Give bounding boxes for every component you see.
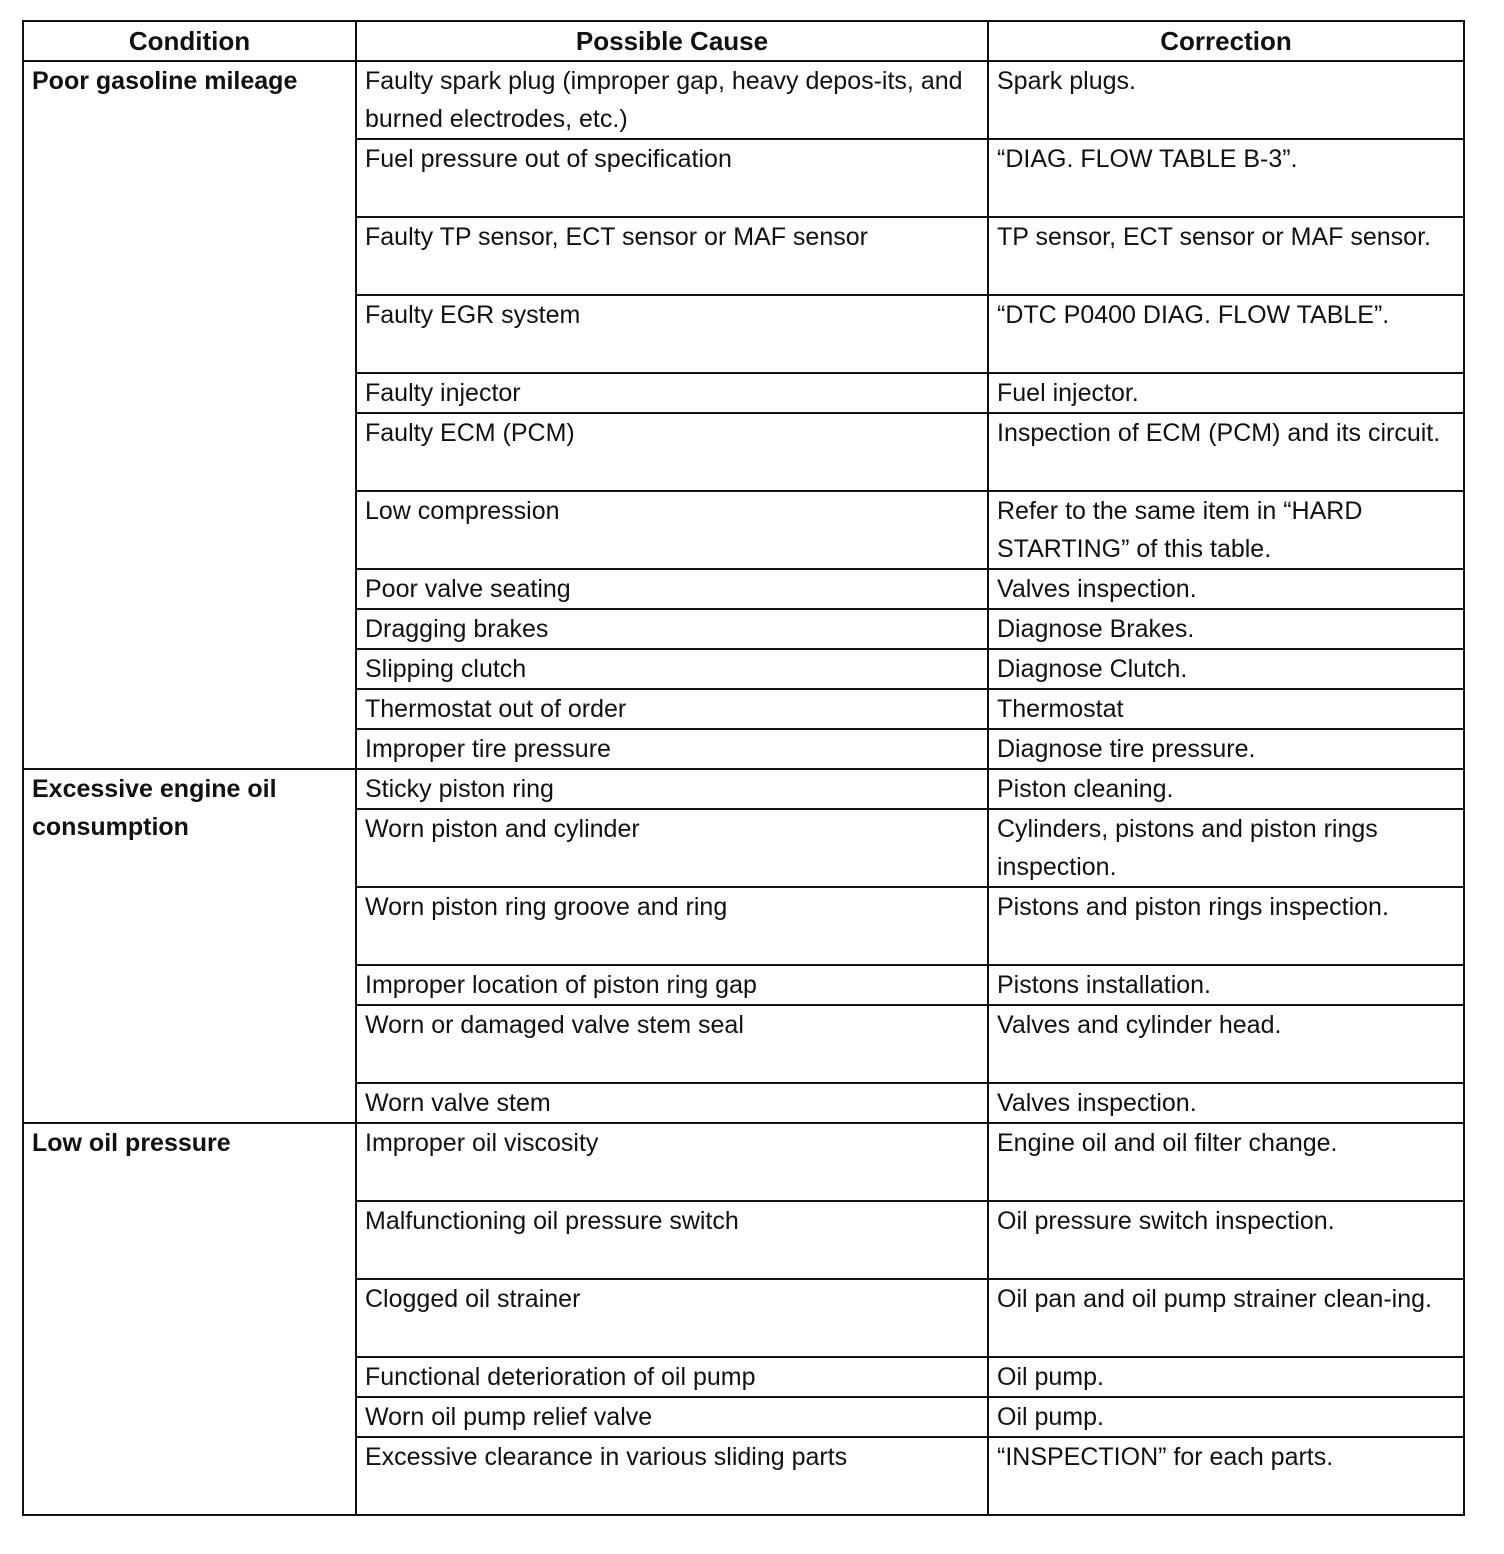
condition-cell: Excessive engine oil consumption <box>23 769 356 1123</box>
correction-cell: “INSPECTION” for each parts. <box>988 1437 1464 1515</box>
cause-cell: Functional deterioration of oil pump <box>356 1357 988 1397</box>
correction-cell: Thermostat <box>988 689 1464 729</box>
cause-cell: Improper oil viscosity <box>356 1123 988 1201</box>
correction-cell: Diagnose Clutch. <box>988 649 1464 689</box>
cause-cell: Improper tire pressure <box>356 729 988 769</box>
correction-cell: “DIAG. FLOW TABLE B-3”. <box>988 139 1464 217</box>
correction-cell: Pistons installation. <box>988 965 1464 1005</box>
cause-cell: Improper location of piston ring gap <box>356 965 988 1005</box>
correction-cell: Oil pressure switch inspection. <box>988 1201 1464 1279</box>
cause-cell: Faulty ECM (PCM) <box>356 413 988 491</box>
correction-cell: Oil pump. <box>988 1357 1464 1397</box>
cause-cell: Faulty TP sensor, ECT sensor or MAF sensor <box>356 217 988 295</box>
correction-cell: Cylinders, pistons and piston rings inspection. <box>988 809 1464 887</box>
correction-cell: Engine oil and oil filter change. <box>988 1123 1464 1201</box>
cause-cell: Fuel pressure out of specification <box>356 139 988 217</box>
correction-cell: Spark plugs. <box>988 61 1464 139</box>
correction-cell: Diagnose tire pressure. <box>988 729 1464 769</box>
correction-cell: Valves and cylinder head. <box>988 1005 1464 1083</box>
correction-cell: Oil pump. <box>988 1397 1464 1437</box>
correction-cell: Oil pan and oil pump strainer clean-ing. <box>988 1279 1464 1357</box>
table-row <box>23 769 1464 809</box>
header-condition: Condition <box>23 21 356 61</box>
condition-cell: Poor gasoline mileage <box>23 61 356 769</box>
correction-cell: Valves inspection. <box>988 569 1464 609</box>
cause-cell: Worn oil pump relief valve <box>356 1397 988 1437</box>
table-row <box>23 61 1464 139</box>
cause-cell: Poor valve seating <box>356 569 988 609</box>
correction-cell: Diagnose Brakes. <box>988 609 1464 649</box>
correction-cell: TP sensor, ECT sensor or MAF sensor. <box>988 217 1464 295</box>
cause-cell: Faulty EGR system <box>356 295 988 373</box>
correction-cell: Refer to the same item in “HARD STARTING” of this table. <box>988 491 1464 569</box>
cause-cell: Thermostat out of order <box>356 689 988 729</box>
cause-cell: Worn valve stem <box>356 1083 988 1123</box>
cause-cell: Worn piston ring groove and ring <box>356 887 988 965</box>
header-possible-cause: Possible Cause <box>356 21 988 61</box>
cause-cell: Worn piston and cylinder <box>356 809 988 887</box>
header-correction: Correction <box>988 21 1464 61</box>
cause-cell: Clogged oil strainer <box>356 1279 988 1357</box>
correction-cell: Piston cleaning. <box>988 769 1464 809</box>
condition-cell: Low oil pressure <box>23 1123 356 1515</box>
cause-cell: Dragging brakes <box>356 609 988 649</box>
correction-cell: Valves inspection. <box>988 1083 1464 1123</box>
correction-cell: Fuel injector. <box>988 373 1464 413</box>
cause-cell: Worn or damaged valve stem seal <box>356 1005 988 1083</box>
diagnosis-table <box>22 20 1465 1516</box>
correction-cell: Pistons and piston rings inspection. <box>988 887 1464 965</box>
header-row <box>23 21 1464 61</box>
cause-cell: Sticky piston ring <box>356 769 988 809</box>
correction-cell: Inspection of ECM (PCM) and its circuit. <box>988 413 1464 491</box>
cause-cell: Malfunctioning oil pressure switch <box>356 1201 988 1279</box>
cause-cell: Faulty spark plug (improper gap, heavy depos-its, and burned electrodes, etc.) <box>356 61 988 139</box>
table-row <box>23 1123 1464 1201</box>
cause-cell: Low compression <box>356 491 988 569</box>
cause-cell: Faulty injector <box>356 373 988 413</box>
cause-cell: Excessive clearance in various sliding parts <box>356 1437 988 1515</box>
cause-cell: Slipping clutch <box>356 649 988 689</box>
correction-cell: “DTC P0400 DIAG. FLOW TABLE”. <box>988 295 1464 373</box>
